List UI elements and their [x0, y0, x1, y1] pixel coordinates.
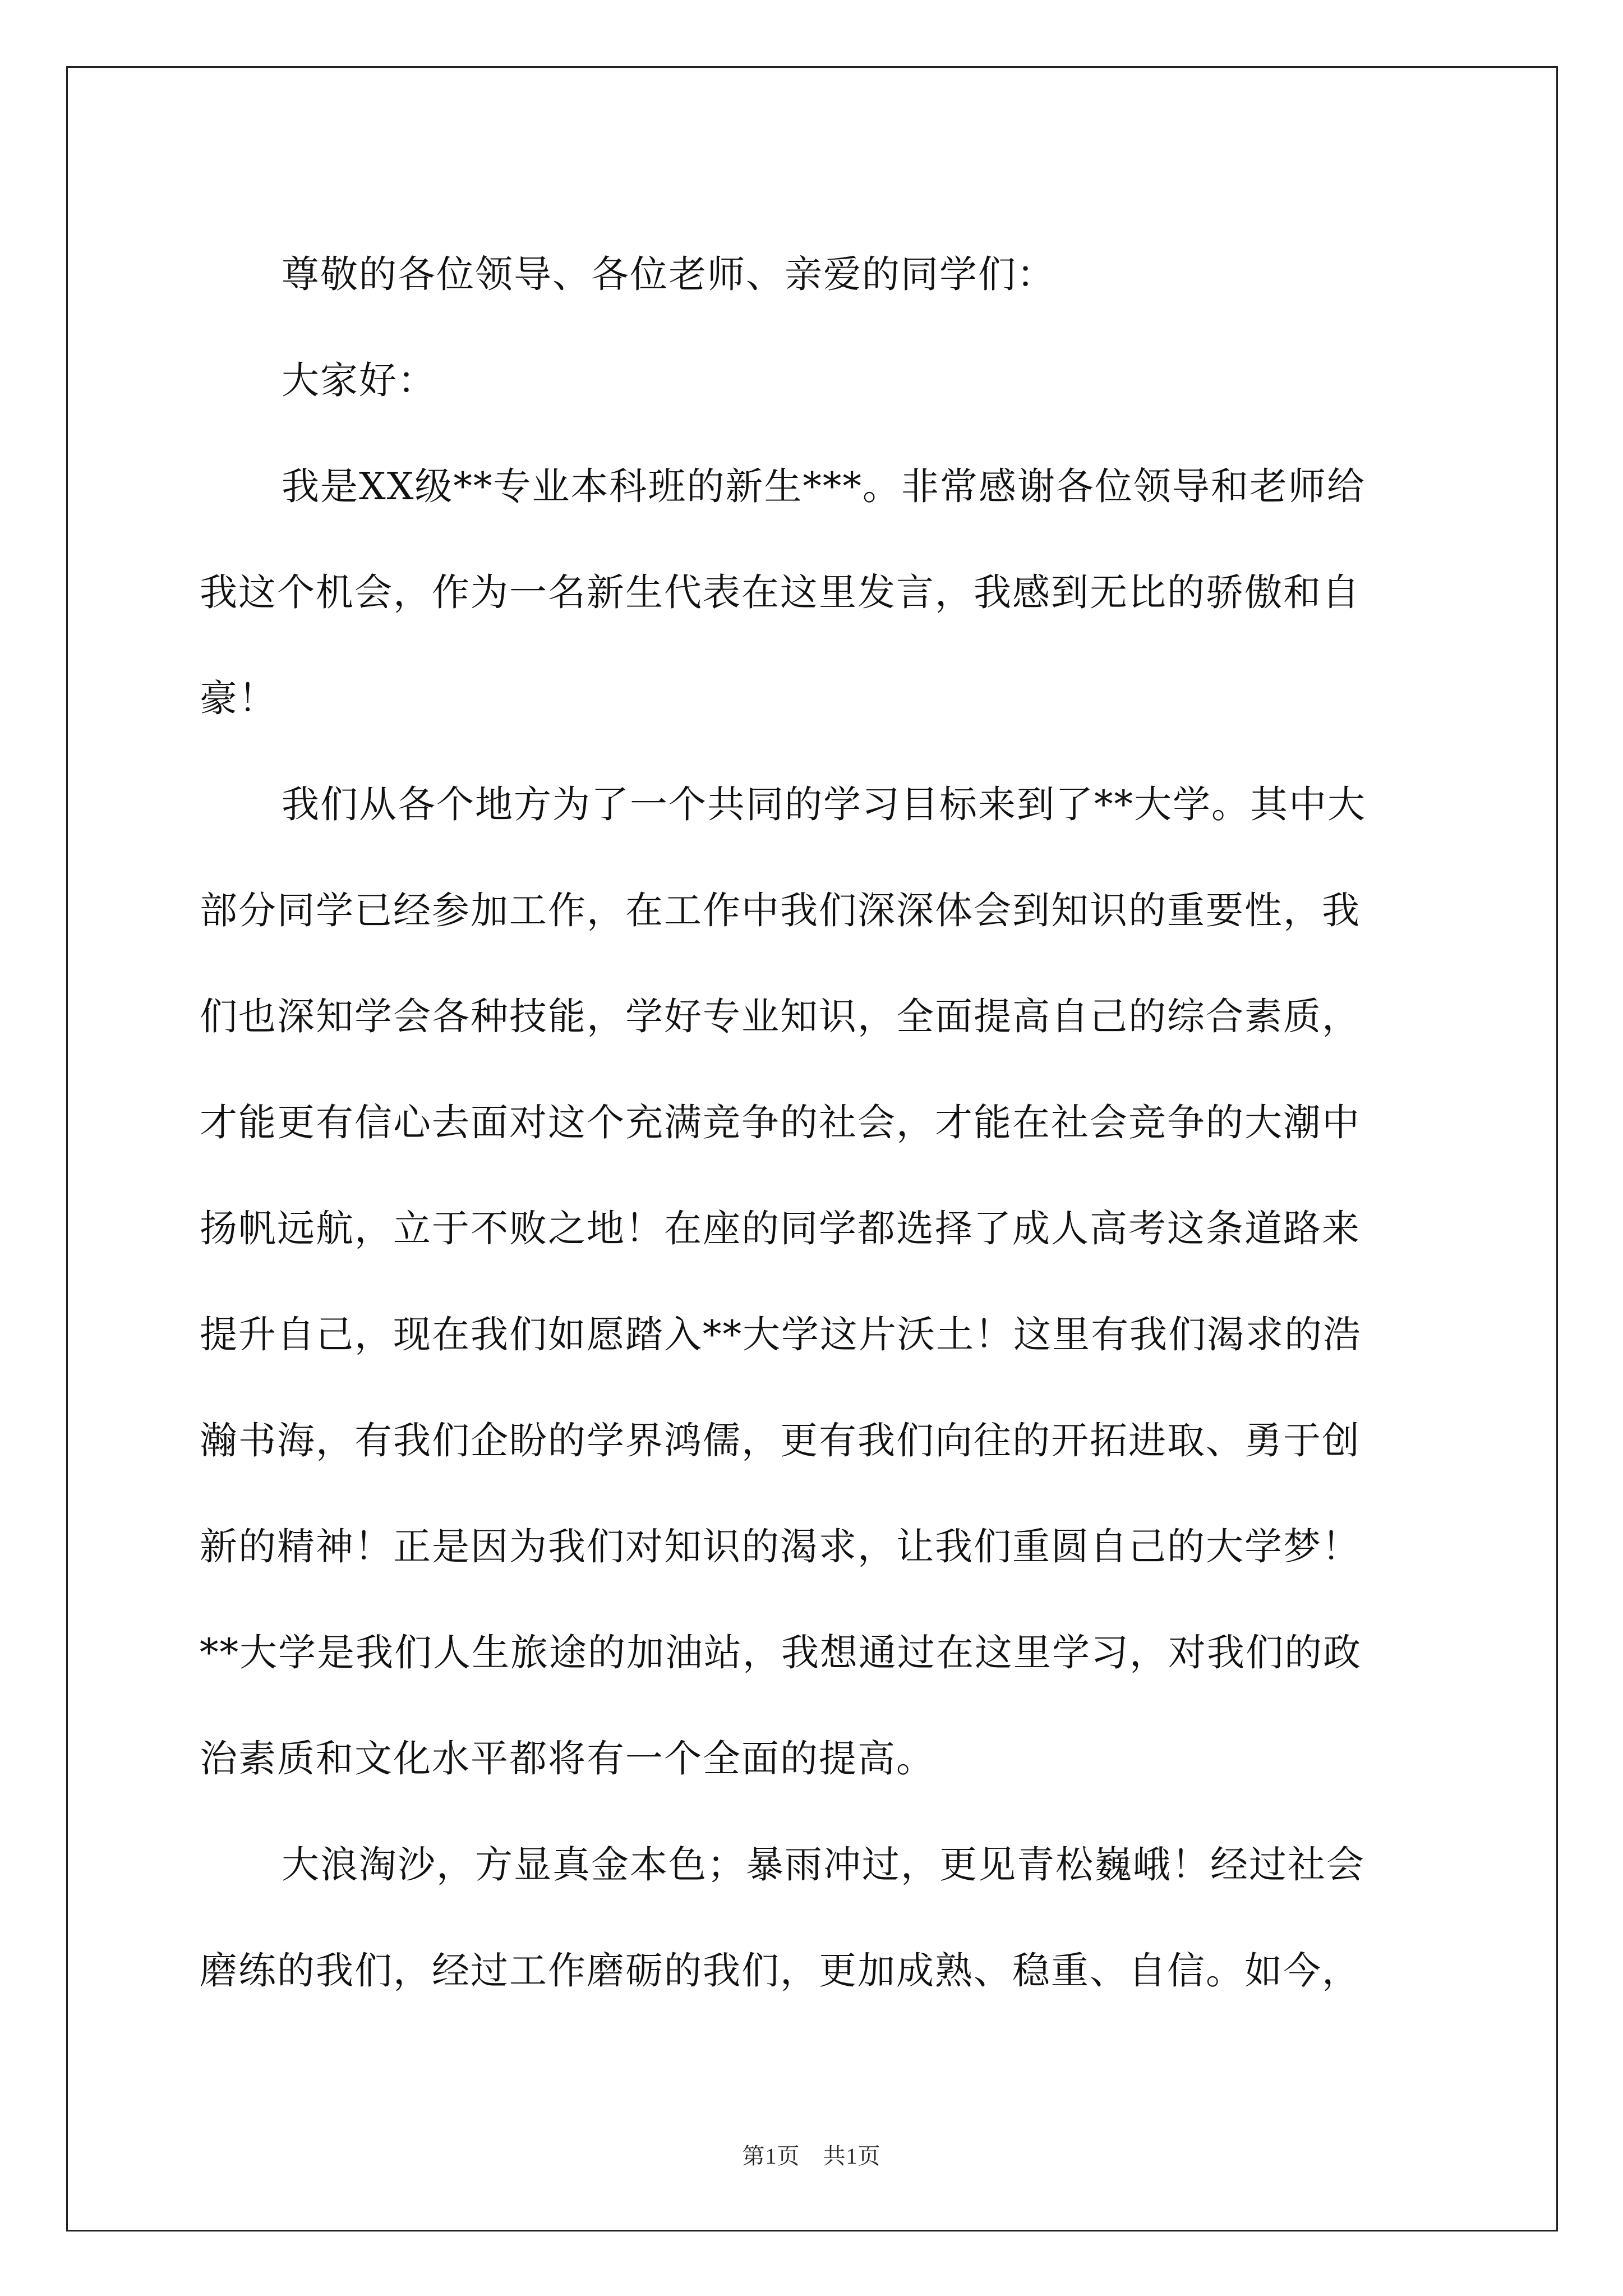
text-line: 大浪淘沙，方显真金本色；暴雨冲过，更见青松巍峨！经过社会	[282, 1843, 1365, 1887]
text-line: 才能更有信心去面对这个充满竞争的社会，才能在社会竞争的大潮中	[200, 1101, 1361, 1144]
text-line: 提升自己，现在我们如愿踏入**大学这片沃土！这里有我们渴求的浩	[200, 1313, 1362, 1356]
greeting-line: 大家好：	[282, 358, 436, 402]
text-line: 治素质和文化水平都将有一个全面的提高。	[200, 1737, 935, 1780]
text-line: 我们从各个地方为了一个共同的学习目标来到了**大学。其中大	[282, 783, 1366, 826]
text-line: 瀚书海，有我们企盼的学界鸿儒，更有我们向往的开拓进取、勇于创	[200, 1419, 1361, 1462]
text-line: **大学是我们人生旅途的加油站，我想通过在这里学习，对我们的政	[200, 1631, 1362, 1674]
text-line: 我是XX级**专业本科班的新生***。非常感谢各位领导和老师给	[282, 464, 1366, 508]
text-line: 们也深知学会各种技能，学好专业知识，全面提高自己的综合素质，	[200, 995, 1361, 1038]
text-line: 豪！	[200, 677, 277, 720]
document-body	[200, 222, 1420, 2024]
text-line: 扬帆远航，立于不败之地！在座的同学都选择了成人高考这条道路来	[200, 1207, 1361, 1250]
text-line: 新的精神！正是因为我们对知识的渴求，让我们重圆自己的大学梦！	[200, 1525, 1361, 1568]
text-line: 部分同学已经参加工作，在工作中我们深深体会到知识的重要性，我	[200, 889, 1361, 932]
page-footer: 第1页 共1页	[742, 2143, 881, 2169]
salutation-line: 尊敬的各位领导、各位老师、亲爱的同学们：	[282, 252, 1055, 296]
text-line: 磨练的我们，经过工作磨砺的我们，更加成熟、稳重、自信。如今，	[200, 1949, 1361, 1993]
text-line: 我这个机会，作为一名新生代表在这里发言，我感到无比的骄傲和自	[200, 570, 1361, 614]
